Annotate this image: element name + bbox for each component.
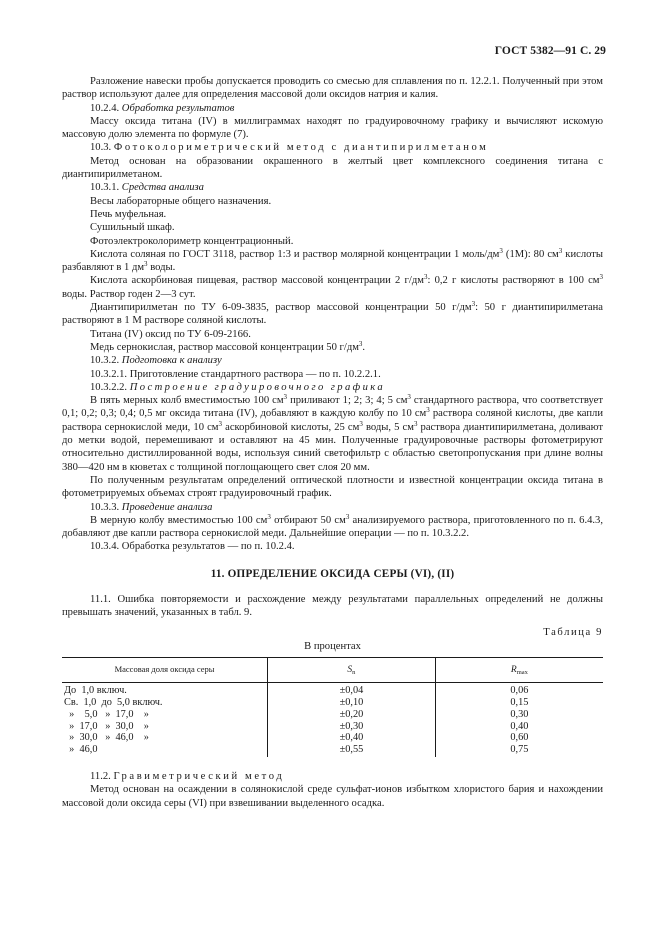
page-header: ГОСТ 5382—91 С. 29 [494, 45, 606, 57]
section-heading-10-3: 10.3. Фотоколориметрический метод с диантипирилметаном [90, 142, 489, 154]
table-9 [62, 657, 603, 757]
rmax-cells: 0,06 0,15 0,30 0,40 0,60 0,75 [435, 683, 603, 757]
reagent-item: Кислота соляная по ГОСТ 3118, раствор 1:3 и раствор молярной концентрации 1 моль/$дм^3$ (1М): 80 $см^3$ кислоты разбавляют в 1 $дм^3$ воды. [62, 246, 604, 274]
column-header-mass-fraction: Массовая доля оксида серы [62, 658, 268, 683]
paragraph: Метод основан на осаждении в солянокислой среде сульфат-ионов избытком хлористого бария и нахождении массовой доли оксида серы (VI) при взвешивании выделенного осадка. [62, 784, 603, 809]
paragraph: В пять мерных колб вместимостью 100 $см^3$ приливают 1; 2; 3; 4; 5 $см^3$ стандартного раствора, что соответствует 0,1; 0,2; 0,3; 0,4; 0,5 мг оксида титана (IV), добавляют в каждую колбу по 10 $см^3$ раствора соляной кислоты, две капли раствора сернокислой меди, 10 $см^3$ аскорбиновой кислоты, 25 $см^3$ воды, 5 $см^3$ раствора диантипирилметана, доливают до метки водой, перемешивают и оставляют на 45 мин. Полученные градуировочные растворы фотометрируют относительно дистиллированной воды, используя синий светофильтр с областью светопропускания при длине волны 380—420 нм в кюветах с толщиной поглощающего свет слоя 20 мм. [62, 393, 604, 473]
sn-cells: ±0,04 ±0,10 ±0,20 ±0,30 ±0,40 ±0,55 [268, 683, 436, 757]
column-header-sn: $S_n$ [268, 658, 436, 683]
subsection-heading: 10.3.3. Проведение анализа [90, 501, 213, 513]
subsection-heading: 10.3.2.2. Построение градуировочного графика [90, 381, 386, 393]
equipment-item: Печь муфельная. [90, 208, 167, 220]
paragraph: Массу оксида титана (IV) в миллиграммах находят по градуировочному графику и вычисляют искомую массовую долю элемента по формуле (7). [62, 115, 603, 141]
subsection-heading: 10.3.1. Средства анализа [90, 182, 204, 194]
subsection-heading: 10.2.4. Обработка результатов [90, 102, 235, 114]
column-header-rmax: $R_{max}$ [435, 658, 603, 683]
range-cells: До 1,0 включ. Св. 1,0 до 5,0 включ. » 5,0 » 17,0 » » 17,0 » 30,0 » » 30,0 » 46,0 » » 46,0 [64, 685, 163, 756]
paragraph: 11.1. Ошибка повторяемости и расхождение между результатами параллельных определений не должны превышать значений, указанных в табл. 9. [62, 593, 603, 619]
document-body [62, 75, 603, 810]
subsection-heading: 10.3.2. Подготовка к анализу [90, 355, 222, 367]
paragraph: Метод основан на образовании окрашенного в желтый цвет комплексного соединения титана с диантипирилметаном. [62, 155, 603, 181]
equipment-item: Сушильный шкаф. [90, 222, 175, 234]
paragraph: По полученным результатам определений оптической плотности и известной концентрации оксида титана в фотометрируемых объемах строят градуировочный график. [62, 474, 603, 500]
reagent-item: Диантипирилметан по ТУ 6-09-3835, раствор массовой концентрации 50 $г/дм^3$: 50 г диантипирилметана растворяют в 1 М растворе соляной кислоты. [62, 300, 604, 327]
reagent-item: Кислота аскорбиновая пищевая, раствор массовой концентрации 2 $г/дм^3$: 0,2 г кислоты растворяют в 100 $см^3$ воды. Раствор годен 2—3 сут. [62, 273, 603, 300]
paragraph: В мерную колбу вместимостью 100 $см^3$ отбирают 50 $см^3$ анализируемого раствора, приготовленного по п. 6.4.3, добавляют две капли раствора сернокислой меди. Дальнейшие операции — по п. 10.3.2.2. [62, 512, 603, 540]
equipment-item: Весы лабораторные общего назначения. [90, 195, 272, 207]
paragraph: 10.3.2.1. Приготовление стандартного раствора — по п. 10.2.2.1. [90, 368, 381, 380]
table-unit: В процентах [304, 640, 361, 652]
reagent-item: Медь сернокислая, раствор массовой концентрации 50 $г/дм^3$. [90, 339, 366, 353]
section-title: 11. ОПРЕДЕЛЕНИЕ ОКСИДА СЕРЫ (VI), (II) [210, 567, 455, 580]
paragraph: 10.3.4. Обработка результатов — по п. 10.2.4. [90, 541, 295, 553]
paragraph: Разложение навески пробы допускается проводить со смесью для сплавления по п. 12.2.1. Полученный при этом раствор используют далее для определения массовой доли оксидов натрия и калия. [62, 76, 603, 101]
equipment-item: Фотоэлектроколориметр концентрационный. [90, 235, 294, 247]
table-caption: Таблица 9 [543, 626, 603, 638]
reagent-item: Титана (IV) оксид по ТУ 6-09-2166. [90, 328, 251, 340]
table-row [62, 683, 603, 757]
subsection-heading: 11.2. Гравиметрический метод [90, 770, 285, 782]
